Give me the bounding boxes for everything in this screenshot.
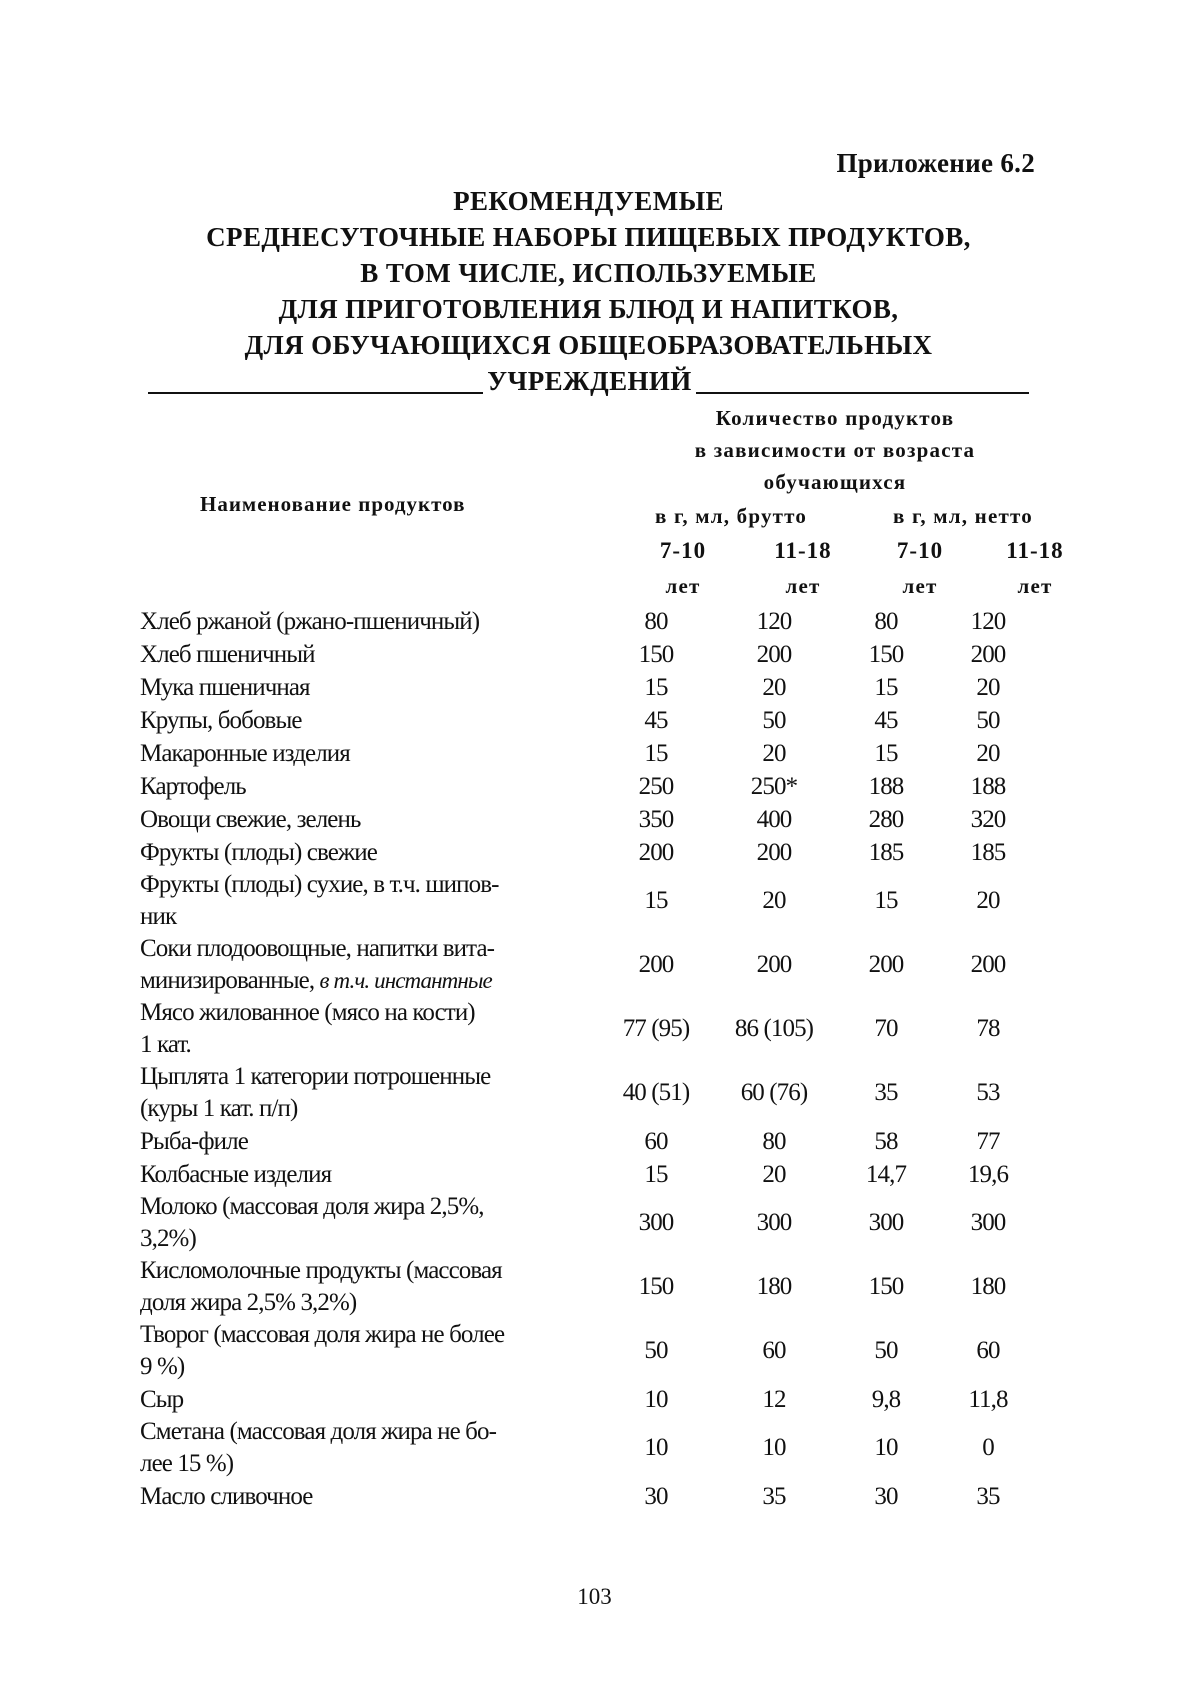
value-netto-7-10: 150 <box>868 640 904 668</box>
table-row <box>140 933 1040 997</box>
value-brutto-7-10: 15 <box>644 887 668 914</box>
table-row <box>140 671 1040 704</box>
value-brutto-11-18: 12 <box>762 1385 786 1413</box>
header-brutto: в г, мл, брутто <box>655 504 808 528</box>
value-netto-11-18: 35 <box>976 1482 1000 1510</box>
product-table <box>140 605 1040 1513</box>
table-row <box>140 638 1040 671</box>
blank-underline-right <box>696 392 1029 394</box>
title-line: В ТОМ ЧИСЛЕ, ИСПОЛЬЗУЕМЫЕ <box>360 258 817 288</box>
value-netto-7-10: 50 <box>874 1337 898 1364</box>
header-age: 7-10 <box>896 538 944 563</box>
value-netto-7-10: 15 <box>874 673 898 701</box>
value-brutto-7-10: 45 <box>644 706 668 734</box>
table-row <box>140 803 1040 836</box>
header-years: лет <box>1017 574 1053 598</box>
table-row <box>140 1191 1040 1255</box>
product-name <box>140 997 600 1061</box>
value-brutto-11-18: 10 <box>762 1434 786 1461</box>
table-row <box>140 1480 1040 1513</box>
value-brutto-7-10: 15 <box>644 739 668 767</box>
product-name: Крупы, бобовые <box>140 706 302 734</box>
value-netto-7-10: 35 <box>874 1079 898 1106</box>
value-brutto-11-18: 180 <box>756 1273 792 1300</box>
product-name-line: Мясо жилованное (мясо на кости) <box>140 999 475 1026</box>
quantity-header-line: обучающихся <box>763 470 907 494</box>
value-netto-7-10: 45 <box>874 706 898 734</box>
document-title <box>0 183 1189 399</box>
product-name: Хлеб пшеничный <box>140 640 315 668</box>
column-header-name: Наименование продуктов <box>200 492 466 516</box>
value-netto-11-18: 60 <box>976 1337 1000 1364</box>
product-name-line: (куры 1 кат. п/п) <box>140 1095 298 1122</box>
value-brutto-11-18: 80 <box>762 1127 786 1155</box>
product-name: Картофель <box>140 772 246 800</box>
value-brutto-11-18: 20 <box>762 887 786 914</box>
product-name <box>140 1319 600 1383</box>
value-brutto-11-18: 120 <box>756 607 792 635</box>
value-brutto-11-18: 250* <box>750 772 798 800</box>
table-row <box>140 605 1040 638</box>
value-netto-11-18: 120 <box>970 607 1006 635</box>
table-row <box>140 1061 1040 1125</box>
value-brutto-11-18: 20 <box>762 1160 786 1188</box>
product-name-line: Творог (массовая доля жира не более <box>140 1321 505 1348</box>
value-brutto-11-18: 400 <box>756 805 792 833</box>
header-years: лет <box>785 574 821 598</box>
product-name: Хлеб ржаной (ржано-пшеничный) <box>140 607 480 635</box>
product-name: Фрукты (плоды) свежие <box>140 838 377 866</box>
table-row <box>140 1416 1040 1480</box>
value-brutto-7-10: 150 <box>638 1273 674 1300</box>
header-age: 7-10 <box>659 538 707 563</box>
value-netto-11-18: 180 <box>970 1273 1006 1300</box>
value-brutto-7-10: 50 <box>644 1337 668 1364</box>
value-netto-11-18: 188 <box>970 772 1006 800</box>
header-netto: в г, мл, нетто <box>893 504 1033 528</box>
value-brutto-11-18: 200 <box>756 838 792 866</box>
product-name-line: Цыплята 1 категории потрошенные <box>140 1063 491 1090</box>
product-name-line: лее 15 %) <box>140 1450 234 1477</box>
product-name: Овощи свежие, зелень <box>140 805 361 833</box>
value-netto-7-10: 9,8 <box>871 1385 901 1413</box>
product-name <box>140 933 600 997</box>
product-name <box>140 1255 600 1319</box>
value-netto-7-10: 15 <box>874 739 898 767</box>
product-name-line: Сметана (массовая доля жира не бо- <box>140 1418 497 1445</box>
value-brutto-7-10: 15 <box>644 673 668 701</box>
table-row <box>140 836 1040 869</box>
product-name-line: Кисломолочные продукты (массовая <box>140 1257 502 1284</box>
product-name-line: 3,2%) <box>140 1225 196 1252</box>
table-row <box>140 997 1040 1061</box>
value-netto-11-18: 200 <box>970 951 1006 978</box>
value-brutto-7-10: 15 <box>644 1160 668 1188</box>
value-brutto-7-10: 30 <box>644 1482 668 1510</box>
value-netto-7-10: 80 <box>874 607 898 635</box>
title-last-line <box>0 363 1189 399</box>
product-name-line: ник <box>140 903 177 930</box>
value-brutto-7-10: 200 <box>638 838 674 866</box>
value-brutto-11-18: 300 <box>756 1209 792 1236</box>
value-netto-11-18: 20 <box>976 739 1000 767</box>
value-brutto-11-18: 20 <box>762 739 786 767</box>
value-netto-7-10: 58 <box>874 1127 898 1155</box>
value-netto-11-18: 77 <box>976 1127 1000 1155</box>
value-netto-7-10: 70 <box>874 1015 898 1042</box>
product-name-line: доля жира 2,5% 3,2%) <box>140 1289 357 1316</box>
value-brutto-7-10: 77 (95) <box>622 1015 690 1042</box>
header-age: 11-18 <box>774 538 832 563</box>
table-row <box>140 1158 1040 1191</box>
value-netto-11-18: 53 <box>976 1079 1000 1106</box>
value-netto-11-18: 20 <box>976 887 1000 914</box>
value-brutto-11-18: 200 <box>756 951 792 978</box>
value-brutto-11-18: 35 <box>762 1482 786 1510</box>
quantity-header-line: в зависимости от возраста <box>694 438 976 462</box>
value-netto-7-10: 10 <box>874 1434 898 1461</box>
value-brutto-11-18: 200 <box>756 640 792 668</box>
title-line: ДЛЯ ПРИГОТОВЛЕНИЯ БЛЮД И НАПИТКОВ, <box>278 294 899 324</box>
value-brutto-11-18: 60 <box>762 1337 786 1364</box>
value-netto-11-18: 19,6 <box>967 1160 1009 1188</box>
value-netto-7-10: 300 <box>868 1209 904 1236</box>
product-name <box>140 1061 600 1125</box>
value-netto-11-18: 78 <box>976 1015 1000 1042</box>
product-name <box>140 1416 600 1480</box>
title-line: РЕКОМЕНДУЕМЫЕ <box>453 186 724 216</box>
value-brutto-7-10: 150 <box>638 640 674 668</box>
table-row <box>140 1383 1040 1416</box>
quantity-header-line: Количество продуктов <box>715 406 955 430</box>
value-netto-7-10: 280 <box>868 805 904 833</box>
product-name: Макаронные изделия <box>140 739 350 767</box>
value-brutto-11-18: 20 <box>762 673 786 701</box>
value-netto-11-18: 200 <box>970 640 1006 668</box>
product-name-line: Соки плодоовощные, напитки вита- <box>140 935 495 962</box>
page-number: 103 <box>577 1584 612 1609</box>
title-line: ДЛЯ ОБУЧАЮЩИХСЯ ОБЩЕОБРАЗОВАТЕЛЬНЫХ <box>244 330 933 360</box>
title-line: СРЕДНЕСУТОЧНЫЕ НАБОРЫ ПИЩЕВЫХ ПРОДУКТОВ, <box>206 222 971 252</box>
value-netto-11-18: 0 <box>982 1434 994 1461</box>
value-brutto-7-10: 250 <box>638 772 674 800</box>
product-name-line: Молоко (массовая доля жира 2,5%, <box>140 1193 484 1220</box>
product-name-line: Фрукты (плоды) сухие, в т.ч. шипов- <box>140 871 499 898</box>
appendix-label: Приложение 6.2 <box>836 148 1035 178</box>
value-netto-7-10: 188 <box>868 772 904 800</box>
product-name <box>140 1191 600 1255</box>
table-row <box>140 737 1040 770</box>
value-netto-7-10: 30 <box>874 1482 898 1510</box>
value-netto-11-18: 20 <box>976 673 1000 701</box>
product-name-italic: в т.ч. инстантные <box>319 968 492 993</box>
title-line: УЧРЕЖДЕНИЙ <box>487 366 692 396</box>
value-brutto-11-18: 50 <box>762 706 786 734</box>
header-age: 11-18 <box>1006 538 1064 563</box>
value-brutto-11-18: 60 (76) <box>740 1079 808 1106</box>
product-name: Мука пшеничная <box>140 673 310 701</box>
value-brutto-7-10: 10 <box>644 1434 668 1461</box>
column-header-quantity <box>640 402 1030 498</box>
value-brutto-7-10: 10 <box>644 1385 668 1413</box>
table-row <box>140 770 1040 803</box>
value-netto-11-18: 11,8 <box>968 1385 1008 1413</box>
value-netto-11-18: 50 <box>976 706 1000 734</box>
value-netto-7-10: 14,7 <box>865 1160 907 1188</box>
product-name: Масло сливочное <box>140 1482 313 1510</box>
table-row <box>140 704 1040 737</box>
value-netto-7-10: 185 <box>868 838 904 866</box>
blank-underline-left <box>148 392 483 394</box>
value-netto-7-10: 150 <box>868 1273 904 1300</box>
table-row <box>140 869 1040 933</box>
value-brutto-7-10: 60 <box>644 1127 668 1155</box>
value-brutto-7-10: 200 <box>638 951 674 978</box>
header-years: лет <box>902 574 938 598</box>
value-brutto-7-10: 40 (51) <box>622 1079 690 1106</box>
product-name: Колбасные изделия <box>140 1160 332 1188</box>
table-row <box>140 1125 1040 1158</box>
value-netto-11-18: 185 <box>970 838 1006 866</box>
value-brutto-7-10: 300 <box>638 1209 674 1236</box>
value-brutto-7-10: 350 <box>638 805 674 833</box>
value-netto-7-10: 200 <box>868 951 904 978</box>
header-years: лет <box>665 574 701 598</box>
table-row <box>140 1319 1040 1383</box>
value-netto-11-18: 300 <box>970 1209 1006 1236</box>
value-brutto-7-10: 80 <box>644 607 668 635</box>
product-name-line <box>140 965 600 997</box>
value-netto-7-10: 15 <box>874 887 898 914</box>
product-name-line: 1 кат. <box>140 1031 191 1058</box>
table-row <box>140 1255 1040 1319</box>
value-brutto-11-18: 86 (105) <box>734 1015 814 1042</box>
product-name-part: минизированные, <box>140 967 315 994</box>
product-name-line: 9 %) <box>140 1353 185 1380</box>
product-name: Рыба-филе <box>140 1127 248 1155</box>
value-netto-11-18: 320 <box>970 805 1006 833</box>
product-name: Сыр <box>140 1385 184 1413</box>
product-name <box>140 869 600 933</box>
